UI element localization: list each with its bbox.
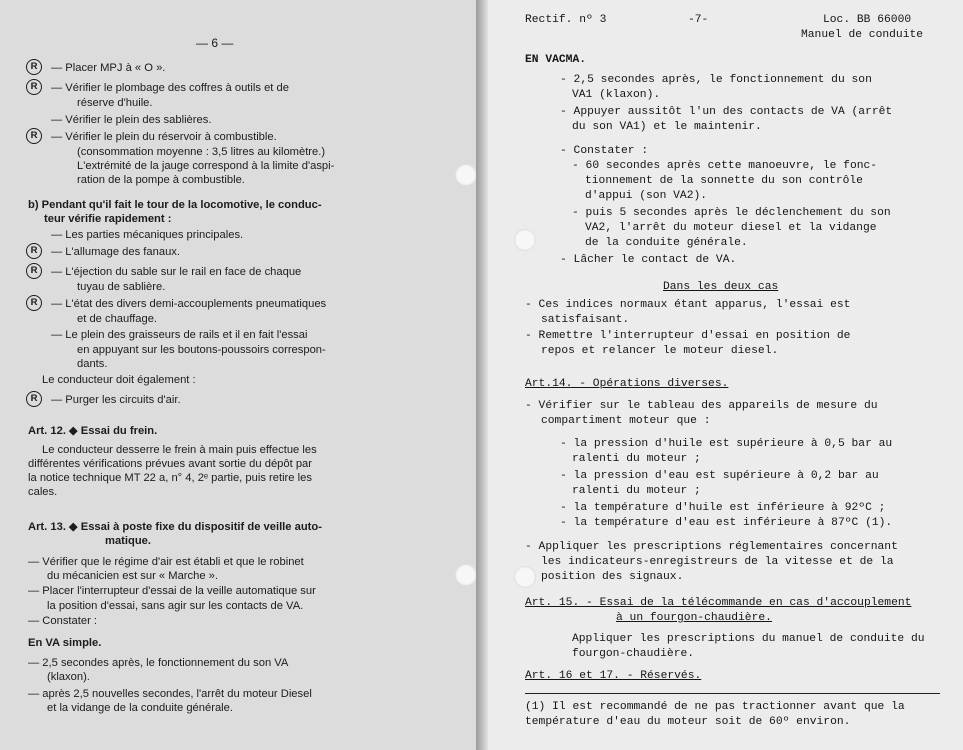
line: - Lâcher le contact de VA.	[560, 254, 737, 266]
line: — Les parties mécaniques principales.	[51, 229, 244, 241]
line: — après 2,5 nouvelles secondes, l'arrêt du moteur Diesel	[28, 688, 312, 700]
art12-heading: Art. 12. ◆ Essai du frein.	[28, 425, 158, 437]
reg-mark: R	[26, 243, 42, 259]
reg-mark: R	[26, 391, 42, 407]
line: satisfaisant.	[541, 314, 630, 326]
line: - 2,5 secondes après, le fonctionnement du son	[560, 74, 872, 86]
line: position des signaux.	[541, 571, 684, 583]
line: - Appliquer les prescriptions réglementaires concernant	[525, 541, 898, 553]
line: - Appuyer aussitôt l'un des contacts de VA (arrêt	[560, 106, 893, 118]
line: - Vérifier sur le tableau des appareils de mesure du	[525, 400, 878, 412]
footnote: (1) Il est recommandé de ne pas tractionner avant que la	[525, 701, 905, 713]
line: - la température d'eau est inférieure à 87ºC (1).	[560, 517, 893, 529]
line: — Le plein des graisseurs de rails et il en fait l'essai	[51, 329, 308, 341]
reg-mark: R	[26, 295, 42, 311]
line: tionnement de la sonnette du son contrôle	[585, 175, 863, 187]
header-page-number: -7-	[688, 14, 709, 26]
line: les indicateurs-enregistreurs de la vitesse et de la	[541, 556, 894, 568]
line: de la conduite générale.	[585, 237, 748, 249]
art16-17-heading: Art. 16 et 17. - Réservés.	[525, 670, 702, 682]
line: - la pression d'huile est supérieure à 0,5 bar au	[560, 438, 893, 450]
line: - Ces indices normaux étant apparus, l'essai est	[525, 299, 851, 311]
line: - 60 secondes après cette manoeuvre, le fonc-	[572, 160, 878, 172]
line: (consommation moyenne : 3,5 litres au kilomètre.)	[77, 146, 326, 158]
line: — L'éjection du sable sur le rail en face de chaque	[51, 266, 302, 278]
art13-heading: matique.	[105, 535, 152, 547]
binder-hole	[514, 566, 536, 588]
line: VA1 (klaxon).	[572, 89, 661, 101]
line: ralenti du moteur ;	[572, 453, 701, 465]
line: réserve d'huile.	[77, 97, 153, 109]
line: et de chauffage.	[77, 313, 158, 325]
reg-mark: R	[26, 79, 42, 95]
line: Le conducteur desserre le frein à main puis effectue les	[42, 444, 317, 456]
binder-hole	[514, 229, 536, 251]
footnote: température d'eau du moteur soit de 60º environ.	[525, 716, 851, 728]
line: — Vérifier le plombage des coffres à outils et de	[51, 82, 289, 94]
line: — Purger les circuits d'air.	[51, 394, 181, 406]
line: tuyau de sablière.	[77, 281, 166, 293]
line: ralenti du moteur ;	[572, 485, 701, 497]
line: (klaxon).	[47, 671, 90, 683]
line: compartiment moteur que :	[541, 415, 711, 427]
line: la position d'essai, sans agir sur les contacts de VA.	[47, 600, 304, 612]
line: - Constater :	[560, 145, 649, 157]
header-loco: Loc. BB 66000	[823, 14, 912, 26]
line: - la température d'huile est inférieure à 92ºC ;	[560, 502, 886, 514]
both-cases-heading: Dans les deux cas	[663, 281, 779, 293]
line: la notice technique MT 22 a, n° 4, 2ᵉ partie, puis retire les	[28, 472, 312, 484]
line: — Vérifier le plein des sablières.	[51, 114, 212, 126]
line: - puis 5 secondes après le déclenchement du son	[572, 207, 891, 219]
header-rectif: Rectif. nº 3	[525, 14, 607, 26]
binding-gutter	[476, 0, 488, 750]
line: — Placer MPJ à « O ».	[51, 62, 166, 74]
line: ration de la pompe à combustible.	[77, 174, 245, 186]
reg-mark: R	[26, 59, 42, 75]
line: d'appui (son VA2).	[585, 190, 708, 202]
reg-mark: R	[26, 128, 42, 144]
vacma-heading: EN VACMA.	[525, 54, 587, 66]
line: — Constater :	[28, 615, 98, 627]
line: fourgon-chaudière.	[572, 648, 695, 660]
section-b-heading: b) Pendant qu'il fait le tour de la locomotive, le conduc-	[28, 199, 322, 211]
line: - Remettre l'interrupteur d'essai en position de	[525, 330, 851, 342]
line: — 2,5 secondes après, le fonctionnement du son VA	[28, 657, 289, 669]
line: différentes vérifications prévues avant sortie du dépôt par	[28, 458, 312, 470]
right-page	[488, 0, 963, 750]
binder-hole	[455, 164, 476, 186]
line: — L'allumage des fanaux.	[51, 246, 181, 258]
line: du son VA1) et le maintenir.	[572, 121, 762, 133]
left-page	[0, 0, 476, 750]
va-simple-heading: En VA simple.	[28, 637, 102, 649]
line: dants.	[77, 358, 108, 370]
line: et la vidange de la conduite générale.	[47, 702, 233, 714]
footnote-rule	[525, 693, 940, 694]
line: en appuyant sur les boutons-poussoirs correspon-	[77, 344, 326, 356]
line: cales.	[28, 486, 58, 498]
section-b-heading: teur vérifie rapidement :	[44, 213, 172, 225]
art15-heading: à un fourgon-chaudière.	[616, 612, 772, 624]
line: — Vérifier le plein du réservoir à combustible.	[51, 131, 277, 143]
binder-hole	[455, 564, 476, 586]
line: — L'état des divers demi-accouplements pneumatiques	[51, 298, 327, 310]
line: Appliquer les prescriptions du manuel de conduite du	[572, 633, 925, 645]
art15-heading: Art. 15. - Essai de la télécommande en cas d'accouplement	[525, 597, 912, 609]
header-manual: Manuel de conduite	[801, 29, 924, 41]
page-number: — 6 —	[196, 36, 234, 50]
reg-mark: R	[26, 263, 42, 279]
art13-heading: Art. 13. ◆ Essai à poste fixe du dispositif de veille auto-	[28, 521, 322, 533]
line: L'extrémité de la jauge correspond à la limite d'aspi-	[77, 160, 335, 172]
line: Le conducteur doit également :	[42, 374, 196, 386]
line: - la pression d'eau est supérieure à 0,2 bar au	[560, 470, 879, 482]
line: repos et relancer le moteur diesel.	[541, 345, 779, 357]
art14-heading: Art.14. - Opérations diverses.	[525, 378, 729, 390]
line: VA2, l'arrêt du moteur diesel et la vidange	[585, 222, 877, 234]
line: — Vérifier que le régime d'air est établi et que le robinet	[28, 556, 304, 568]
line: — Placer l'interrupteur d'essai de la veille automatique sur	[28, 585, 316, 597]
line: du mécanicien est sur « Marche ».	[47, 570, 219, 582]
